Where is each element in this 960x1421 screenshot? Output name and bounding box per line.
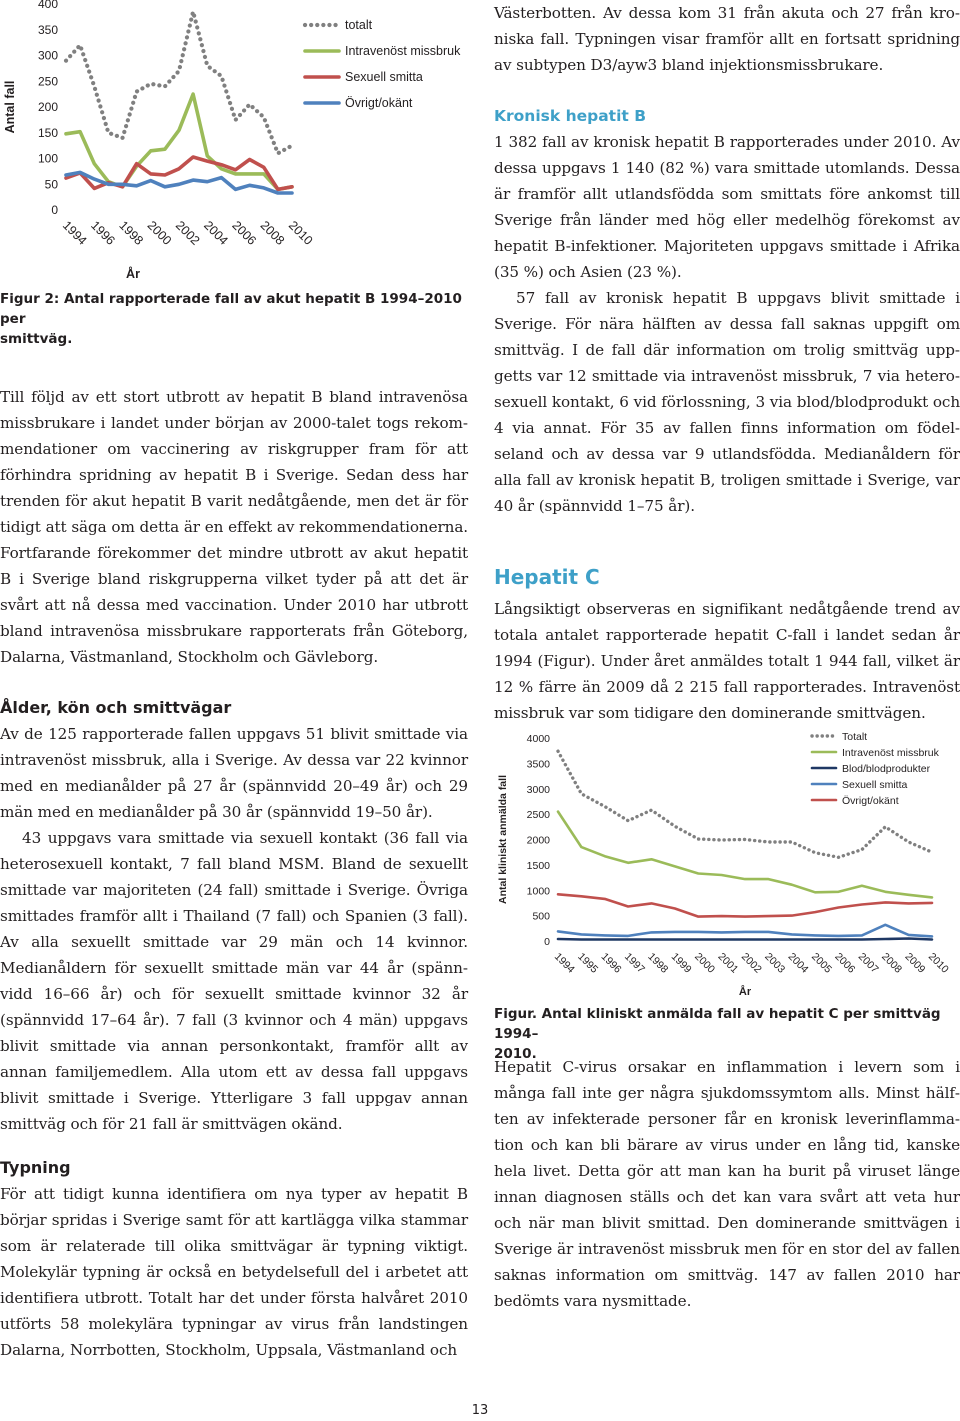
y-tick-label: 3000 — [526, 783, 550, 796]
paragraph-outbreak: Till följd av ett stort utbrott av hepatit B bland intravenösa missbrukare i landet under början av 2000-talet togs rekommendationer om vaccinering av riskgrupper fram för att förhindra spridning av hepatit B i Sverige. Sedan dess har trenden för akut hepatit B varit nedåtgående, men det är för tidigt att säga om detta är en effekt av rekommendationerna. Fortfarande förekommer det mindre utbrott av akut hepatit B i Sverige bland riskgrupperna vilket tyder på att det är svårt att nå dessa med vaccination. Under 2010 har utbrott bland intravenösa missbrukare rapporterats från Göteborg, Dalarna, Västmanland, Stockholm och Gävleborg. — [0, 388, 468, 666]
series-line-4 — [558, 894, 932, 916]
heading-hepatitis-c: Hepatit C — [494, 565, 600, 589]
paragraph-iv-cases: Av de 125 rapporterade fallen uppgavs 51 blivit smittade via intravenöst missbruk, alla i Sverige. Av dessa var 22 kvinnor med en medianålder på 27 år (spännvidd 20–49 år) och 29 män med en medianålder på 30 år (spännvidd 19–50 år). — [0, 725, 468, 821]
x-tick-label: 2005 — [809, 950, 835, 976]
caption-1-line-1: Figur 2: Antal rapporterade fall av akut hepatit B 1994–2010 per — [0, 291, 462, 327]
legend-label-1: Intravenöst missbruk — [842, 747, 939, 759]
legend-label-3: Övrigt/okänt — [345, 96, 413, 110]
x-tick-label: 2006 — [832, 950, 858, 976]
x-tick-label: 2007 — [855, 950, 881, 976]
x-tick-label: 1994 — [551, 950, 577, 976]
y-tick-label: 200 — [37, 100, 58, 114]
x-tick-label: 1995 — [575, 950, 601, 976]
x-tick-label: 1999 — [668, 950, 694, 976]
x-tick-label: 1997 — [622, 950, 648, 976]
x-tick-label: 1994 — [59, 218, 90, 248]
x-tick-label: 2001 — [715, 950, 741, 976]
page-number: 13 — [471, 1403, 489, 1418]
x-tick-label: 2003 — [762, 950, 788, 976]
legend-label-2: Blod/blodprodukter — [842, 763, 931, 775]
y-tick-label: 4000 — [526, 733, 550, 745]
y-tick-label: 2500 — [526, 809, 550, 822]
x-tick-label: 2008 — [879, 950, 905, 976]
y-tick-label: 150 — [37, 125, 58, 140]
paragraph-chronic-sweden: 57 fall av kronisk hepatit B uppgavs blivit smittade i Sverige. För nära hälften av dessa fall saknas uppgift om smittväg. I de fall där information om trolig smittväg uppgetts var 12 smittade via intravenöst missbruk, 7 via heterosexuell kontakt, 6 vid förlossning, 3 via blod/blodprodukt och 4 via annat. För 35 av fallen finns information om födelseland och av dessa var 9 utlandsfödda. Medianåldern för alla fall av kronisk hepatit B, troligen smittade i Sverige, var 40 år (spännvidd 1–75 år). — [494, 289, 960, 515]
y-tick-label: 300 — [37, 48, 58, 63]
caption-2-line-1: Figur. Antal kliniskt anmälda fall av hepatit C per smittväg 1994– — [494, 1006, 941, 1042]
x-axis-label: År — [126, 267, 140, 281]
paragraph-sexual-cases: 43 uppgavs vara smittade via sexuell kontakt (36 fall via heterosexuell kontakt, 7 fall bland MSM. Bland de sexuellt smittade var majoriteten (24 fall) smittade i Sverige. Övriga smittades framför allt i Thailand (7 fall) och Spanien (3 fall). Av alla sexuellt smittade var 29 män och 14 kvinnor. Medianåldern för sexuellt smittade män var 44 år (spännvidd 16–66 år) och för sexuellt smittade kvinnor 32 år (spännvidd 17–64 år). 7 fall (3 kvinnor och 4 män) uppgavs blivit smittade via annan personkontakt, framför allt av annan familjemedlem. Alla utom ett av dessa fall uppgavs blivit smittade i Sverige. Ytterligare 3 fall uppgav annan smittväg och för 21 fall är smittvägen okänd. — [0, 829, 468, 1133]
x-tick-label: 1998 — [645, 950, 671, 976]
paragraph-typing: För att tidigt kunna identifiera om nya typer av hepatit B börjar spridas i Sverige samt för att kartlägga vilka stammar som är relaterade till olika smittvägar är typning viktigt. Molekylär typning är också en betydelsefull del i arbetet att identifiera utbrott. Totalt har det under första halvåret 2010 utförts 58 molekylära typningar av virus från landstingen Dalarna, Norrbotten, Stockholm, Uppsala, Västmanland och — [0, 1185, 468, 1359]
caption-1-line-2: smittväg. — [0, 331, 73, 347]
x-axis-label: År — [738, 986, 752, 998]
y-tick-label: 500 — [532, 910, 550, 923]
y-tick-label: 1500 — [526, 859, 550, 872]
y-tick-label: 2000 — [526, 834, 550, 847]
chart-hepatitis-c — [494, 720, 960, 1010]
x-tick-label: 2002 — [738, 950, 764, 976]
legend-label-4: Övrigt/okänt — [842, 795, 899, 807]
x-tick-label: 2000 — [692, 950, 718, 976]
chart-hepatitis-b-acute — [0, 0, 470, 285]
x-tick-label: 2006 — [229, 218, 259, 248]
heading-typing: Typning — [0, 1158, 71, 1177]
y-tick-label: 0 — [51, 203, 58, 217]
paragraph-hcv-info: Hepatit C-virus orsakar en inflammation i levern som i många fall inte ger några sjukdomssymtom alls. Minst hälften av infekterade personer får en kronisk leverinflammation och kan bli bärare av virus under en lång tid, kanske hela livet. Detta gör att man kan ha burit på viruset länge innan diagnosen ställs och det kan vara svårt att veta hur och när man blivit smittad. Den dominerande smittvägen i Sverige är intravenöst missbruk men för en stor del av fallen saknas information om smittväg. 147 av fallen 2010 har bedömts vara nysmittade. — [494, 1058, 960, 1310]
legend-label-1: Intravenöst missbruk — [345, 44, 461, 58]
x-tick-label: 1996 — [598, 950, 624, 976]
y-tick-label: 250 — [37, 74, 58, 89]
x-tick-label: 1996 — [88, 218, 118, 248]
y-tick-label: 3500 — [526, 758, 550, 771]
x-tick-label: 2002 — [172, 218, 203, 248]
series-line-2 — [558, 939, 932, 940]
y-tick-label: 350 — [37, 22, 58, 37]
x-tick-label: 2009 — [902, 950, 928, 976]
x-tick-label: 2010 — [925, 950, 951, 976]
paragraph-chronic-cases: 1 382 fall av kronisk hepatit B rapporterades under 2010. Av dessa uppgavs 1 140 (82 %) vara smittade utomlands. Dessa är framför allt utlandsfödda som smittats före ankomst till Sverige från länder med hög eller medelhög förekomst av hepatit B-infektioner. Majoriteten uppgavs smittade i Afrika (35 %) och Asien (23 %). — [494, 133, 960, 281]
heading-age-sex-routes: Ålder, kön och smittvägar — [0, 698, 232, 717]
y-tick-label: 50 — [44, 177, 58, 192]
x-tick-label: 2004 — [201, 218, 231, 248]
heading-chronic-hepatitis-b: Kronisk hepatit B — [494, 107, 647, 125]
y-axis-label: Antal kliniskt anmälda fall — [497, 775, 509, 904]
legend-label-2: Sexuell smitta — [345, 70, 423, 84]
x-tick-label: 2000 — [144, 218, 175, 248]
series-line-3 — [558, 925, 932, 937]
legend-label-0: totalt — [345, 18, 373, 32]
y-tick-label: 1000 — [526, 885, 550, 898]
paragraph-vasterbotten: Västerbotten. Av dessa kom 31 från akuta och 27 från kroniska fall. Typningen visar framför allt en fortsatt spridning av subtypen D3/ayw3 bland injektionsmissbrukare. — [494, 4, 960, 74]
series-line-1 — [558, 812, 932, 898]
x-tick-label: 2010 — [285, 218, 316, 248]
legend-label-0: Totalt — [842, 731, 868, 743]
y-tick-label: 400 — [37, 0, 58, 11]
x-tick-label: 2004 — [785, 950, 811, 976]
caption-2-line-2: 2010. — [494, 1046, 537, 1062]
x-tick-label: 2008 — [257, 218, 288, 248]
paragraph-hepatitis-c-trend: Långsiktigt observeras en signifikant nedåtgående trend av totala antalet rapporterade hepatit C-fall i landet sedan år 1994 (Figur). Under året anmäldes totalt 1 944 fall, vilket är 12 % färre än 2009 då 2 215 fall rapporterades. Intravenöst missbruk var som tidigare den dominerande smittvägen. — [494, 600, 960, 722]
y-tick-label: 0 — [544, 936, 550, 948]
figure-2-caption — [0, 289, 470, 349]
legend-label-3: Sexuell smitta — [842, 779, 908, 791]
y-tick-label: 100 — [37, 151, 58, 166]
x-tick-label: 1998 — [116, 218, 146, 248]
y-axis-label: Antal fall — [3, 80, 17, 134]
